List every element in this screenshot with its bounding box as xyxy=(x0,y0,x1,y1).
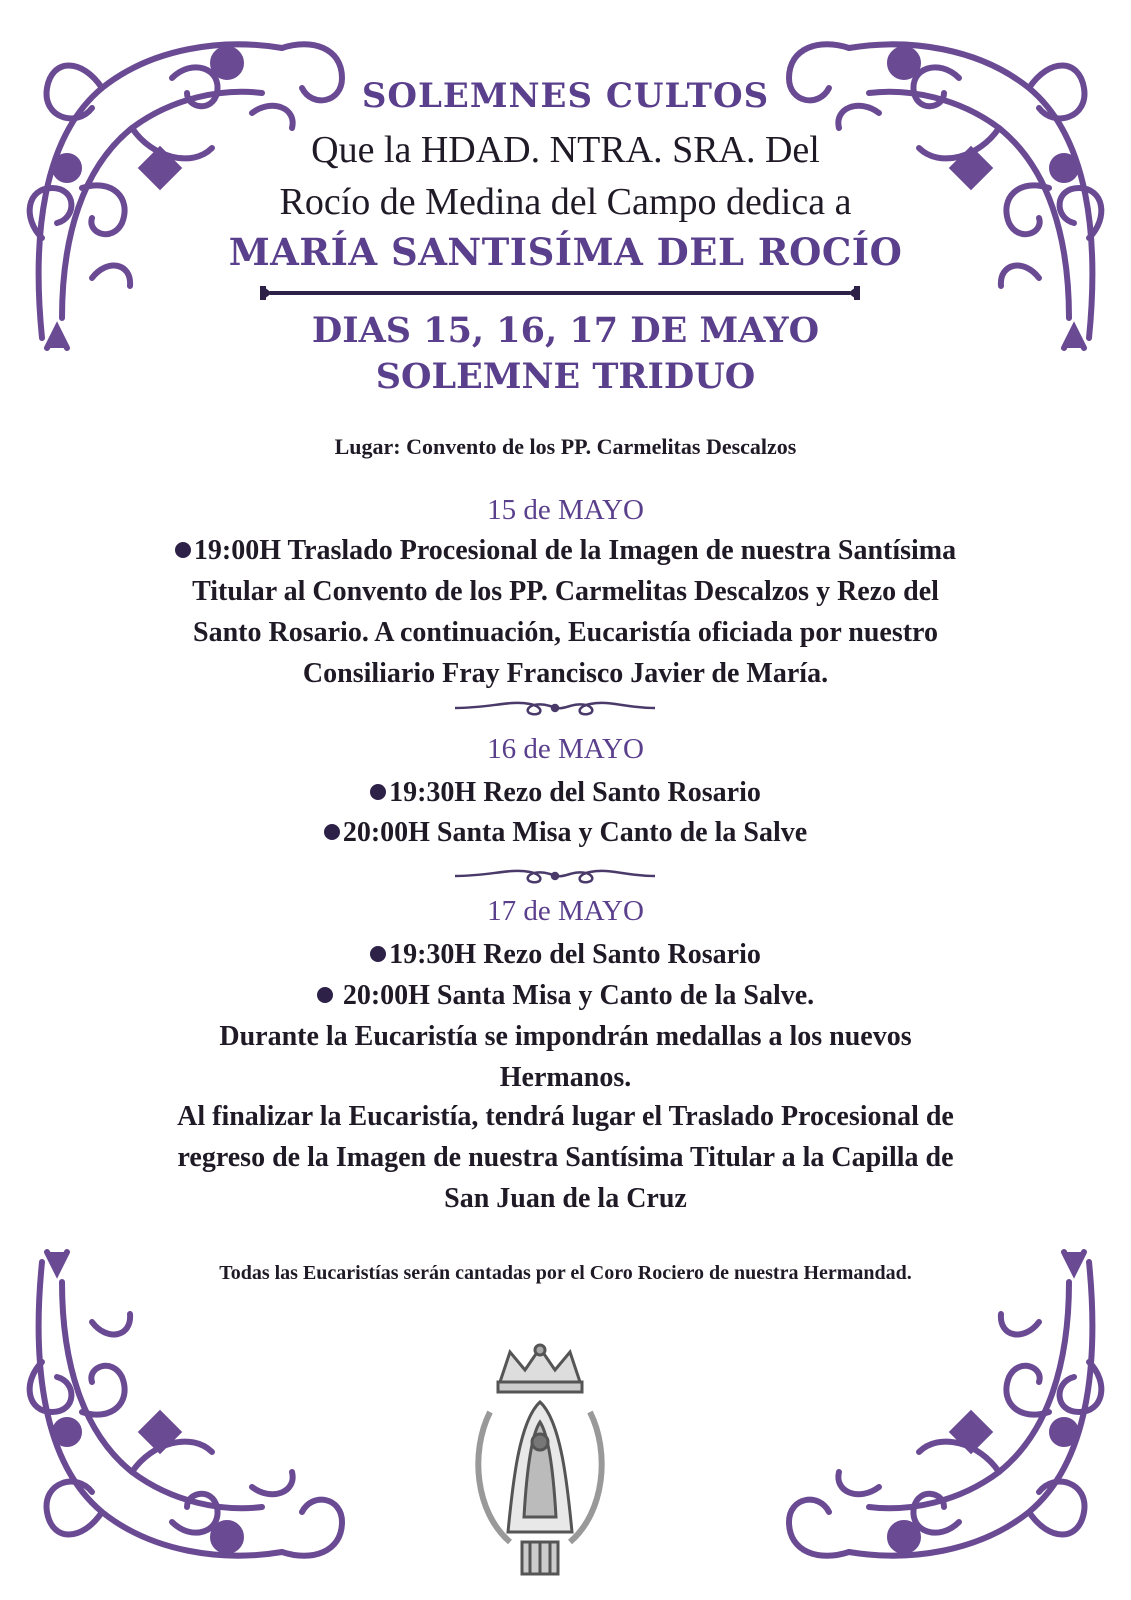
main-title: SOLEMNES CULTOS xyxy=(361,76,770,116)
bullet-icon xyxy=(370,784,386,800)
floral-corner-bottom-right-icon xyxy=(769,1242,1109,1582)
day-16-item-1: 19:30H Rezo del Santo Rosario xyxy=(0,772,1131,813)
brotherhood-emblem-icon xyxy=(460,1342,620,1582)
day-17-item-1: 19:30H Rezo del Santo Rosario xyxy=(0,934,1131,975)
footnote: Todas las Eucaristías serán cantadas por el Coro Rociero de nuestra Hermandad. xyxy=(219,1262,912,1284)
event-place: Lugar: Convento de los PP. Carmelitas Descalzos xyxy=(334,434,797,459)
swirl-divider-icon xyxy=(450,696,660,720)
day-17-closing: Al finalizar la Eucaristía, tendrá lugar el Traslado Procesional de regreso de la Imagen de nuestra Santísima Titular a la Capilla de San Juan de la Cruz xyxy=(177,1101,954,1214)
bullet-icon xyxy=(317,987,333,1003)
day-17-note: Durante la Eucaristía se impondrán medallas a los nuevos Hermanos. xyxy=(219,1021,912,1093)
event-dates: DIAS 15, 16, 17 DE MAYO xyxy=(311,310,820,351)
bullet-icon xyxy=(370,946,386,962)
event-name: SOLEMNE TRIDUO xyxy=(375,356,756,397)
floral-corner-bottom-left-icon xyxy=(22,1242,362,1582)
day-heading-17: 17 de MAYO xyxy=(487,895,644,927)
honoree-name: MARÍA SANTISÍMA DEL ROCÍO xyxy=(228,230,903,274)
swirl-divider-icon xyxy=(450,864,660,888)
day-15-line-4: Consiliario Fray Francisco Javier de María. xyxy=(302,658,829,689)
bullet-icon xyxy=(324,824,340,840)
dedication-line-1: Que la HDAD. NTRA. SRA. Del xyxy=(311,129,820,171)
day-15-line-2: Titular al Convento de los PP. Carmelitas Descalzos y Rezo del xyxy=(192,576,939,607)
day-15-line-3: Santo Rosario. A continuación, Eucaristía oficiada por nuestro xyxy=(193,617,938,648)
day-heading-16: 16 de MAYO xyxy=(487,733,644,765)
bullet-icon xyxy=(175,542,191,558)
day-heading-15: 15 de MAYO xyxy=(487,494,644,526)
day-15-description xyxy=(110,530,1021,694)
day-17-item-2: 20:00H Santa Misa y Canto de la Salve. xyxy=(0,975,1131,1016)
day-16-item-2: 20:00H Santa Misa y Canto de la Salve xyxy=(0,812,1131,853)
dedication-line-2: Rocío de Medina del Campo dedica a xyxy=(279,181,852,223)
day-15-line-1: 19:00H Traslado Procesional de la Imagen de nuestra Santísima xyxy=(110,530,1021,571)
header-divider-icon xyxy=(260,284,860,302)
